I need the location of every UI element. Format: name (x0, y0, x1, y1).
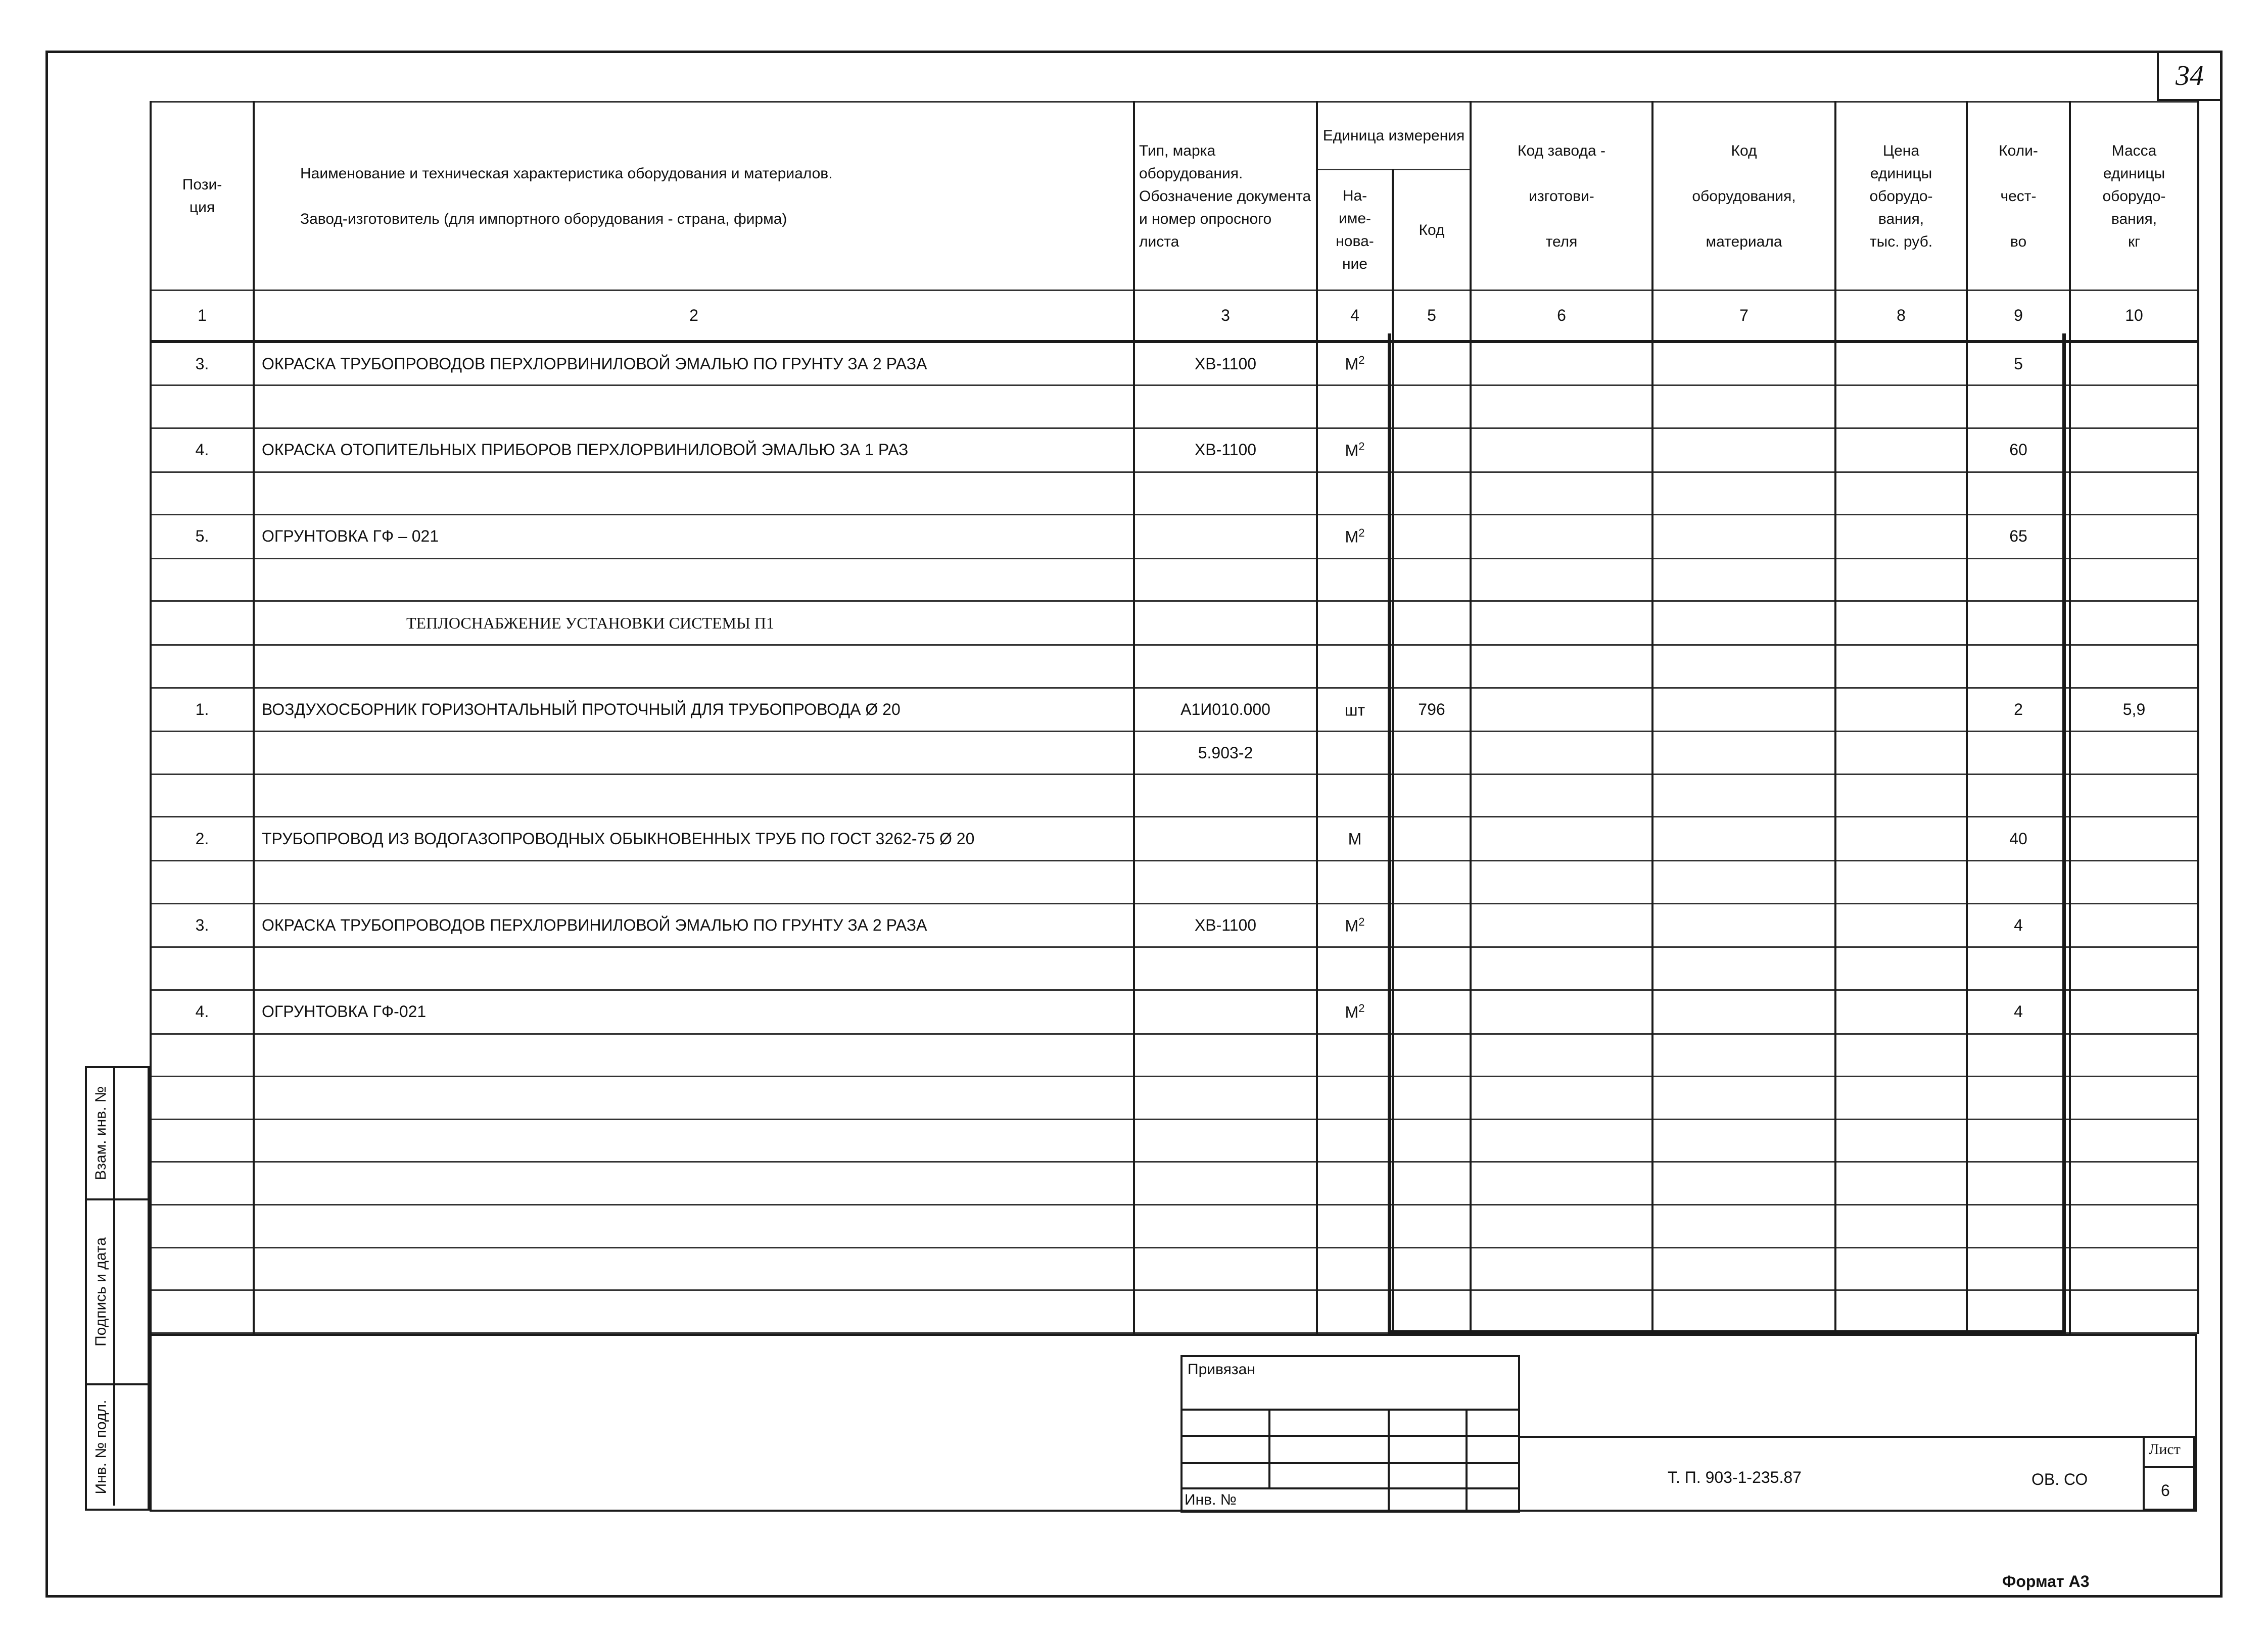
row-quantity: 65 (1967, 515, 2070, 559)
row-unit: шт (1317, 688, 1393, 732)
row-quantity: 2 (1967, 688, 2070, 732)
paper-format: Формат А3 (2002, 1572, 2090, 1590)
row-position: 3. (151, 342, 254, 385)
column-number: 2 (254, 291, 1134, 342)
header-name: Наименование и техническая характеристика оборудования и материалов. Завод-изготовитель (для импортного оборудования - страна, фирма) (254, 102, 1134, 291)
row-mass (2070, 428, 2198, 472)
column-number: 4 (1317, 291, 1393, 342)
header-mass: Масса единицы оборудо- вания, кг (2070, 102, 2198, 291)
document-code: Т. П. 903-1-235.87 (1668, 1468, 1802, 1486)
table-row (151, 428, 2198, 472)
row-position: 3. (151, 903, 254, 947)
table-row (151, 903, 2198, 947)
row-mass (2070, 515, 2198, 559)
header-unit-group: Единица измерения (1317, 102, 1471, 170)
column-number: 1 (151, 291, 254, 342)
side-label-signature: Подпись и дата (92, 1237, 109, 1346)
header-unit-code: Код (1393, 170, 1471, 291)
row-unit: $М^2$ (1317, 515, 1393, 559)
side-label-inventory: Инв. № подл. (92, 1399, 109, 1494)
right-border-line (2195, 1334, 2197, 1511)
column-number: 5 (1393, 291, 1471, 342)
header-unit-name: На- име- нова- ние (1317, 170, 1393, 291)
row-unit-code (1393, 903, 1471, 947)
header-equipment-code: Код оборудования, материала (1652, 102, 1835, 291)
section-row (151, 601, 2198, 645)
header-price: Цена единицы оборудо- вания, тыс. руб. (1835, 102, 1967, 291)
stamp-line (1268, 1409, 1270, 1487)
stamp-line (1180, 1487, 1520, 1489)
row-name: ОКРАСКА ОТОПИТЕЛЬНЫХ ПРИБОРОВ ПЕРХЛОРВИНИЛОВОЙ ЭМАЛЬЮ ЗА 1 РАЗ (254, 428, 1134, 472)
row-type (1134, 990, 1317, 1034)
table-row (151, 817, 2198, 861)
column-number: 8 (1835, 291, 1967, 342)
row-mass (2070, 990, 2198, 1034)
stamp-line (1180, 1435, 1520, 1437)
row-position: 4. (151, 428, 254, 472)
row-position: 5. (151, 515, 254, 559)
sheet-label: Лист (2149, 1441, 2181, 1458)
row-name: ОГРУНТОВКА ГФ-021 (254, 990, 1134, 1034)
section-title: ТЕПЛОСНАБЖЕНИЕ УСТАНОВКИ СИСТЕМЫ П1 (254, 601, 1134, 645)
column-numbers-row (151, 291, 2198, 342)
header-plant-code: Код завода - изготови- теля (1471, 102, 1652, 291)
row-unit-code (1393, 342, 1471, 385)
stamp-inventory-label: Инв. № (1185, 1491, 1237, 1508)
column-number: 7 (1652, 291, 1835, 342)
row-unit: $М^2$ (1317, 428, 1393, 472)
table-row (151, 990, 2198, 1034)
title-block-top-line (1520, 1436, 2195, 1438)
table-bottom-line (150, 1334, 2197, 1336)
sheet-number: 34 (2157, 53, 2220, 101)
row-position: 1. (151, 688, 254, 732)
column-number: 6 (1471, 291, 1652, 342)
left-border-line (150, 1334, 152, 1511)
bottom-border-line (150, 1510, 2197, 1512)
stamp-line (1180, 1409, 1520, 1411)
row-unit-code (1393, 990, 1471, 1034)
row-name: ОГРУНТОВКА ГФ – 021 (254, 515, 1134, 559)
row-mass: 5,9 (2070, 688, 2198, 732)
row-name: ОКРАСКА ТРУБОПРОВОДОВ ПЕРХЛОРВИНИЛОВОЙ ЭМАЛЬЮ ПО ГРУНТУ ЗА 2 РАЗА (254, 903, 1134, 947)
stamp-line (1180, 1462, 1520, 1464)
row-name: ТРУБОПРОВОД ИЗ ВОДОГАЗОПРОВОДНЫХ ОБЫКНОВЕННЫХ ТРУБ ПО ГОСТ 3262-75 Ø 20 (254, 817, 1134, 861)
row-name: ОКРАСКА ТРУБОПРОВОДОВ ПЕРХЛОРВИНИЛОВОЙ ЭМАЛЬЮ ПО ГРУНТУ ЗА 2 РАЗА (254, 342, 1134, 385)
row-position: 4. (151, 990, 254, 1034)
row-mass (2070, 342, 2198, 385)
table-row (151, 342, 2198, 385)
header-type: Тип, марка оборудования. Обозначение документа и номер опросного листа (1134, 102, 1317, 291)
side-label-replacement: Взам. инв. № (92, 1086, 110, 1180)
row-quantity: 60 (1967, 428, 2070, 472)
row-mass (2070, 903, 2198, 947)
row-quantity: 5 (1967, 342, 2070, 385)
row-position: 2. (151, 817, 254, 861)
sheet-box-divider (2143, 1466, 2195, 1468)
row-unit-code (1393, 817, 1471, 861)
stamp-line (1466, 1409, 1468, 1513)
row-unit: $М^2$ (1317, 342, 1393, 385)
row-type (1134, 817, 1317, 861)
row-unit: $М^2$ (1317, 903, 1393, 947)
row-quantity: 40 (1967, 817, 2070, 861)
row-unit: М (1317, 817, 1393, 861)
row-type: ХВ-1100 (1134, 342, 1317, 385)
specification-table (150, 101, 2199, 1334)
row-unit-code: 796 (1393, 688, 1471, 732)
column-number: 10 (2070, 291, 2198, 342)
column-number: 3 (1134, 291, 1317, 342)
table-row (151, 688, 2198, 732)
row-type: ХВ-1100 (1134, 428, 1317, 472)
row-name: ВОЗДУХОСБОРНИК ГОРИЗОНТАЛЬНЫЙ ПРОТОЧНЫЙ ДЛЯ ТРУБОПРОВОДА Ø 20 (254, 688, 1134, 732)
table-row (151, 515, 2198, 559)
stamp-line (1388, 1409, 1390, 1513)
row-unit: $М^2$ (1317, 990, 1393, 1034)
header-quantity: Коли- чест- во (1967, 102, 2070, 291)
sheet-value: 6 (2161, 1481, 2170, 1500)
row-type: А1И010.000 (1134, 688, 1317, 732)
stamp-bound-label: Привязан (1188, 1361, 1255, 1378)
row-type: ХВ-1100 (1134, 903, 1317, 947)
row-quantity: 4 (1967, 903, 2070, 947)
row-mass (2070, 817, 2198, 861)
row-quantity: 4 (1967, 990, 2070, 1034)
row-unit-code (1393, 515, 1471, 559)
row-type-secondary: 5.903-2 (1134, 732, 1317, 775)
row-type (1134, 515, 1317, 559)
document-mark: ОВ. СО (2031, 1470, 2088, 1488)
header-position: Пози- ция (151, 102, 254, 291)
column-number: 9 (1967, 291, 2070, 342)
row-unit-code (1393, 428, 1471, 472)
